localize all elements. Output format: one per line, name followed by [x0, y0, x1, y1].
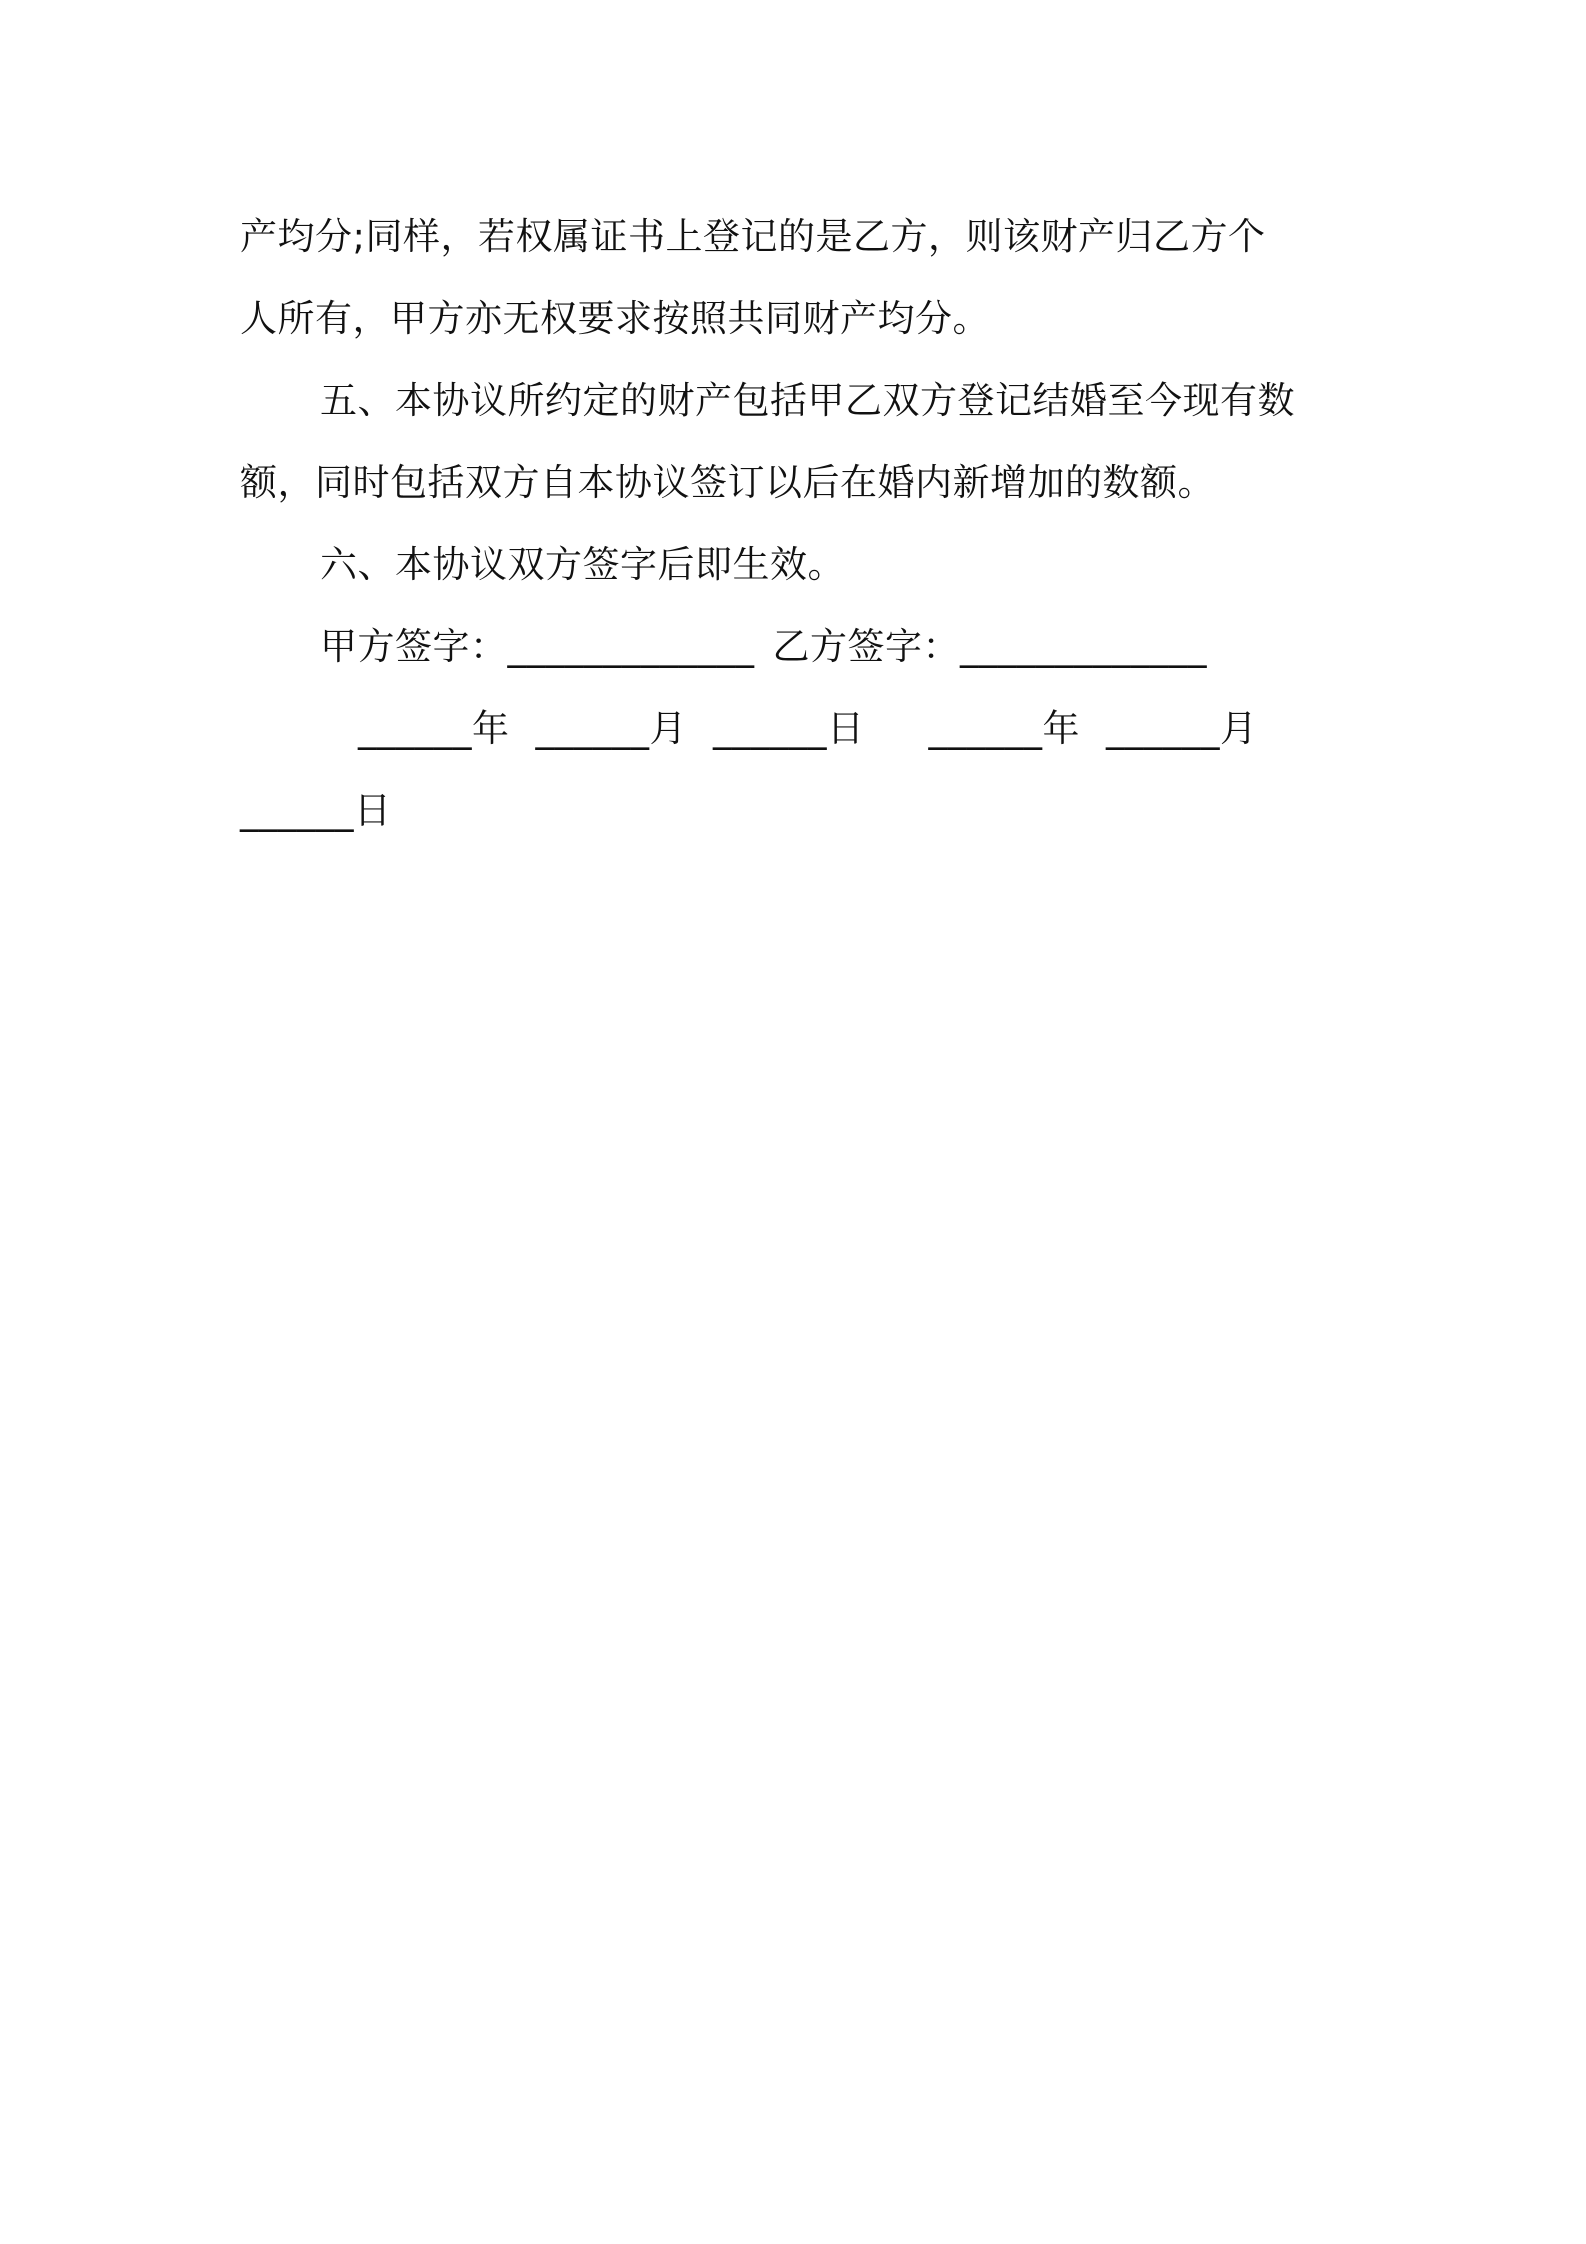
date-row	[240, 688, 1350, 770]
party-b-year-label: 年	[1042, 707, 1080, 750]
party-a-month-label: 月	[649, 707, 687, 750]
clause-five-line-2: 额，同时包括双方自本协议签订以后在婚内新增加的数额。	[240, 461, 1215, 504]
party-a-day-blank: ______	[713, 707, 827, 750]
party-a-signature-label: 甲方签字：	[320, 625, 508, 668]
clause-five-line-1: 五、本协议所约定的财产包括甲乙双方登记结婚至今现有数	[320, 379, 1295, 422]
signature-row	[240, 606, 1350, 688]
document-body	[240, 196, 1350, 852]
party-a-signature-blank: _____________	[507, 625, 755, 668]
party-b-signature-blank: _____________	[960, 625, 1207, 668]
party-b-year-blank: ______	[928, 707, 1043, 750]
party-b-month-label: 月	[1220, 707, 1258, 750]
party-b-month-blank: ______	[1106, 707, 1220, 750]
party-a-day-label: 日	[827, 707, 865, 750]
clause-six: 六、本协议双方签字后即生效。	[320, 543, 845, 586]
party-b-day-label: 日	[354, 789, 392, 832]
party-a-year-label: 年	[472, 707, 510, 750]
paragraph-line: 产均分;同样，若权属证书上登记的是乙方，则该财产归乙方个	[240, 215, 1266, 258]
party-a-year-blank: ______	[358, 707, 472, 750]
party-b-day-blank: ______	[240, 789, 354, 832]
party-b-signature-label: 乙方签字：	[772, 625, 960, 668]
party-a-month-blank: ______	[535, 707, 650, 750]
paragraph-line: 人所有，甲方亦无权要求按照共同财产均分。	[240, 297, 990, 340]
date-row-continued	[240, 770, 1350, 852]
